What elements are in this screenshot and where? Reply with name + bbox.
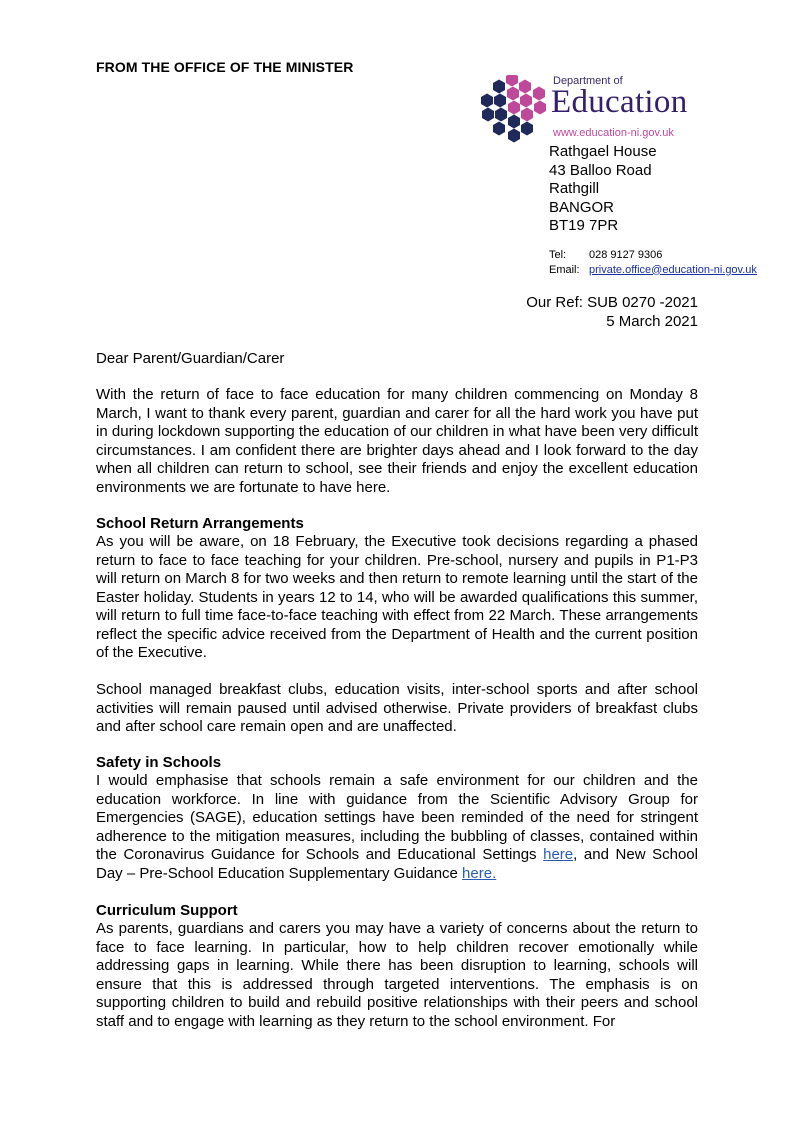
hex-17	[508, 129, 520, 143]
logo-education-wordmark: Education	[551, 84, 688, 120]
heading-safety: Safety in Schools	[96, 754, 222, 771]
hex-2	[506, 75, 518, 87]
hex-5	[494, 94, 506, 108]
hex-10	[495, 108, 507, 122]
telephone-label: Tel:	[549, 249, 567, 261]
hex-3	[519, 80, 531, 94]
hex-12	[521, 108, 533, 122]
postal-address	[549, 143, 657, 236]
heading-school-return: School Return Arrangements	[96, 515, 304, 532]
hex-6	[507, 87, 519, 101]
hexagon-cluster-icon	[481, 75, 549, 143]
hex-13	[534, 101, 546, 115]
hex-8	[533, 87, 545, 101]
hex-9	[482, 108, 494, 122]
hex-11	[508, 101, 520, 115]
email-row	[549, 263, 757, 278]
curriculum-paragraph: As parents, guardians and carers you may have a variety of concerns about the return to face to face learning. In particular, how to help children recover emotionally while addressing gaps in learning. While there has been disruption to learning, schools will ensure that this is addressed through targeted interventions. The emphasis is on supporting children to build and rebuild positive relationships with their peers and school staff and to engage with learning as they return to the school environment. For	[96, 920, 698, 1030]
guidance-link-schools[interactable]: here	[543, 846, 574, 863]
office-heading: FROM THE OFFICE OF THE MINISTER	[96, 59, 354, 75]
contact-details	[549, 248, 757, 277]
logo-department-label: Department of	[553, 75, 623, 87]
email-label: Email:	[549, 263, 580, 276]
address-line: BANGOR	[549, 198, 615, 216]
hex-1	[493, 80, 505, 94]
reference-block	[400, 294, 698, 331]
safety-text-part2: , and New School Day – Pre-School Education Supplementary Guidance	[96, 846, 698, 882]
hex-7	[520, 94, 532, 108]
salutation: Dear Parent/Guardian/Carer	[96, 350, 285, 367]
safety-text-part1: I would emphasise that schools remain a safe environment for our children and the education workforce. In line with guidance from the Scientific Advisory Group for Emergencies (SAGE), education settings have been reminded of the need for stringent adherence to the mitigation measures, including the bubbling of classes, contained within the Coronavirus Guidance for Schools and Educational Settings	[96, 772, 698, 863]
hex-4	[481, 94, 493, 108]
hex-14	[493, 122, 505, 136]
hex-16	[521, 122, 533, 136]
letter-date: 5 March 2021	[606, 312, 698, 330]
breakfast-clubs-paragraph: School managed breakfast clubs, education visits, inter-school sports and after school activities will remain paused until advised otherwise. Private providers of breakfast clubs and after school care remain open and are unaffected.	[96, 681, 698, 735]
heading-curriculum: Curriculum Support	[96, 902, 238, 919]
telephone-row	[549, 248, 757, 263]
safety-paragraph	[96, 772, 698, 883]
telephone-number: 028 9127 9306	[589, 249, 663, 261]
school-return-paragraph: As you will be aware, on 18 February, the Executive took decisions regarding a phased return to face to face teaching for your children. Pre-school, nursery and pupils in P1-P3 will return on March 8 for two weeks and then return to remote learning until the start of the Easter holiday. Students in years 12 to 14, who will be awarded qualifications this summer, will return to full time face-to-face teaching with effect from 22 March. These arrangements reflect the specific advice received from the Department of Health and the current position of the Executive.	[96, 533, 698, 661]
department-logo	[481, 75, 701, 145]
hex-15	[508, 115, 520, 129]
address-line: Rathgill	[549, 180, 600, 197]
logo-website-url: www.education-ni.gov.uk	[553, 127, 674, 139]
our-reference: Our Ref: SUB 0270 -2021	[526, 294, 698, 311]
email-link[interactable]: private.office@education-ni.gov.uk	[589, 263, 757, 276]
address-line: Rathgael House	[549, 143, 657, 160]
address-line: BT19 7PR	[549, 217, 619, 234]
intro-paragraph: With the return of face to face education for many children commencing on Monday 8 March, I want to thank every parent, guardian and carer for all the hard work you have put in during lockdown supporting the education of our children in what have been very difficult circumstances. I am confident there are brighter days ahead and I look forward to the day when all children can return to school, see their friends and enjoy the excellent education environments we are fortunate to have here.	[96, 386, 698, 496]
guidance-link-preschool[interactable]: here.	[462, 864, 497, 882]
address-line: 43 Balloo Road	[549, 161, 652, 179]
